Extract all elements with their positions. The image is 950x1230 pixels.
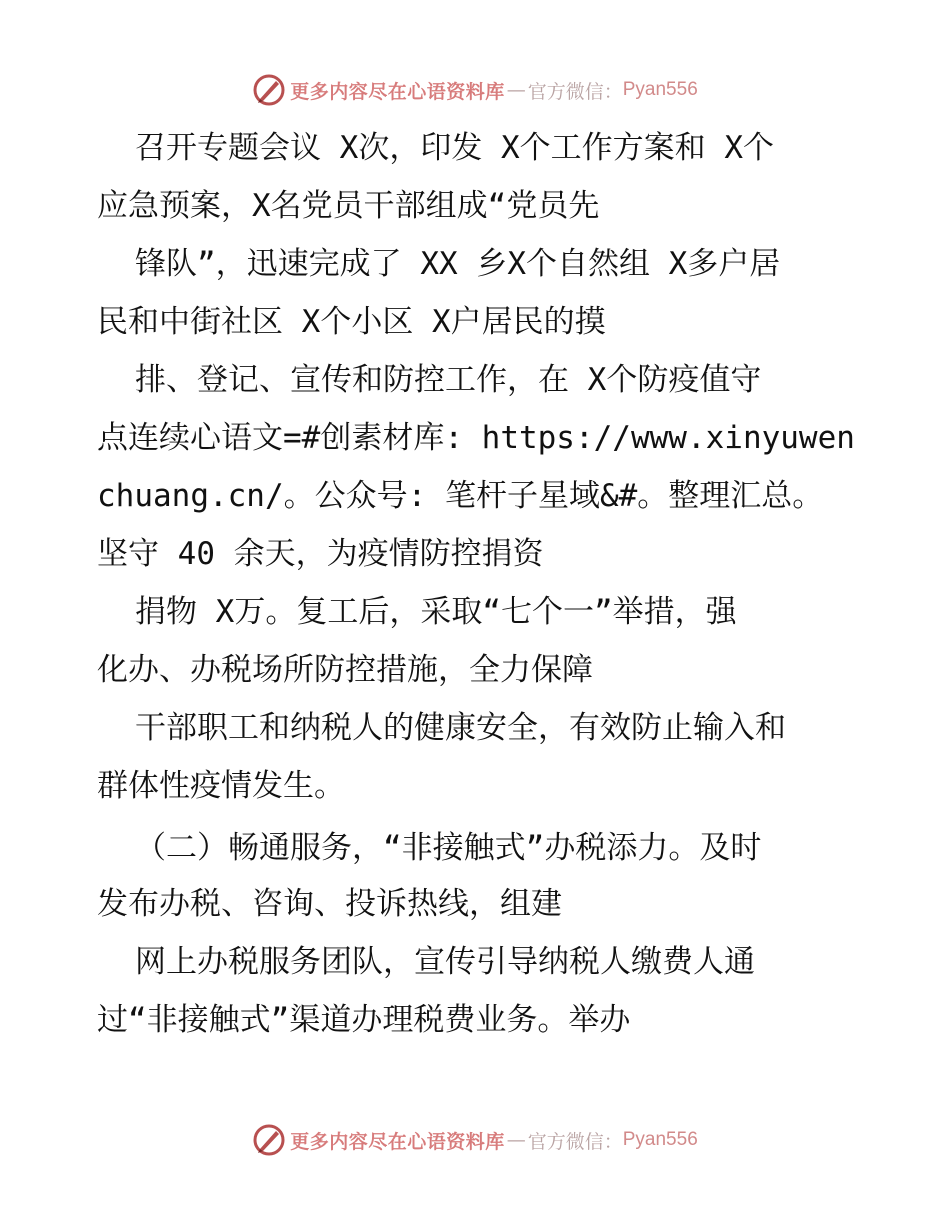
watermark-wechat-id: Pyan556 xyxy=(622,79,698,100)
text-line: 干部职工和纳税人的健康安全，有效防止输入和 xyxy=(135,710,786,746)
text-line: 坚守 40 余天，为疫情防控捐资 xyxy=(97,536,544,572)
text-line: （二）畅通服务，“非接触式”办税添力。及时 xyxy=(135,830,762,866)
text-line: 应急预案，X名党员干部组成“党员先 xyxy=(97,188,600,224)
text-line: 发布办税、咨询、投诉热线，组建 xyxy=(97,886,562,922)
text-line: 排、登记、宣传和防控工作，在 X个防疫值守 xyxy=(135,362,762,398)
text-line: chuang.cn/。公众号: 笔杆子星域&#。整理汇总。 xyxy=(97,478,824,514)
text-line: 民和中街社区 X个小区 X户居民的摸 xyxy=(97,304,606,340)
text-line: 化办、办税场所防控措施，全力保障 xyxy=(97,652,593,688)
watermark-main-text: 更多内容尽在心语资料库 xyxy=(290,1130,505,1153)
watermark-wechat-label: 官方微信： xyxy=(527,1130,623,1153)
text-line: 网上办税服务团队，宣传引导纳税人缴费人通 xyxy=(135,944,755,980)
watermark-wechat-label: 官方微信： xyxy=(527,80,623,103)
footer-watermark xyxy=(0,1120,950,1160)
text-line: 点连续心语文=#创素材库: https://www.xinyuwen xyxy=(97,420,855,456)
text-line: 群体性疫情发生。 xyxy=(97,768,345,804)
pen-logo-icon xyxy=(252,1123,286,1157)
watermark-wechat-id: Pyan556 xyxy=(622,1129,698,1150)
watermark-separator: — xyxy=(506,79,526,101)
text-line: 捐物 X万。复工后，采取“七个一”举措，强 xyxy=(135,594,737,630)
watermark-main-text: 更多内容尽在心语资料库 xyxy=(290,80,505,103)
text-line: 过“非接触式”渠道办理税费业务。举办 xyxy=(97,1002,631,1038)
text-line: 锋队”，迅速完成了 XX 乡X个自然组 X多户居 xyxy=(135,246,781,282)
watermark-separator: — xyxy=(506,1129,526,1151)
text-line: 召开专题会议 X次，印发 X个工作方案和 X个 xyxy=(135,130,774,166)
